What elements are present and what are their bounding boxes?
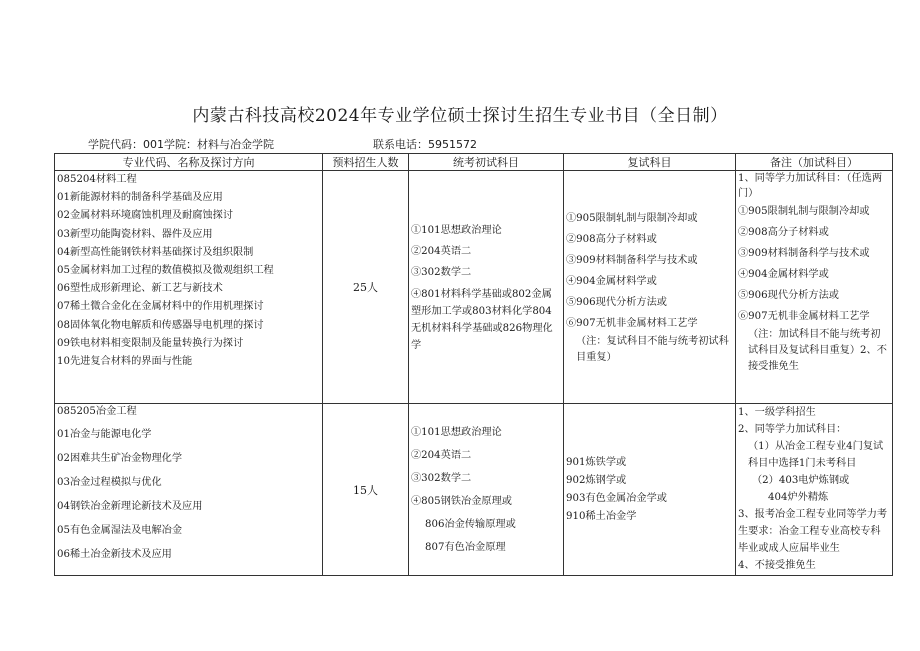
retest-line: （注：复试科目不能与统考初试科目重复）	[576, 336, 729, 363]
table-row	[55, 404, 893, 576]
direction-line: 05金属材料加工过程的数值模拟及微观组织工程	[57, 265, 274, 277]
retest-line: 910稀土冶金学	[566, 510, 637, 522]
exam-line: 806冶金传输原理或	[425, 518, 516, 530]
header-direction: 专业代码、名称及探讨方向	[55, 154, 323, 171]
retest-line: 902炼钢学或	[566, 474, 627, 486]
exam-line: ③302数学二	[411, 267, 472, 278]
note-line: 4、不接受推免生	[738, 560, 816, 571]
note-line: ③909材料制备科学与技术或	[738, 248, 870, 259]
exam-cell	[409, 171, 564, 404]
retest-cell	[564, 171, 736, 404]
note-line: ①905限制轧制与限制冷却或	[738, 206, 870, 217]
retest-line: 901炼铁学或	[566, 456, 627, 468]
direction-line: 03新型功能陶瓷材料、器件及应用	[57, 228, 213, 240]
college-code: 学院代码：001学院：材料与冶金学院	[88, 138, 274, 151]
exam-line: ②204英语二	[411, 449, 472, 461]
direction-line: 01冶金与能源电化学	[57, 429, 152, 440]
retest-line: ⑤906现代分析方法或	[566, 297, 667, 308]
note-line: （2）403电炉炼钢或	[752, 475, 850, 486]
note-line: 3、报考冶金工程专业同等学力考生要求：冶金工程专业高校专科毕业或成人应届毕业生	[738, 509, 888, 554]
retest-line: 903有色金属冶金学或	[566, 492, 667, 504]
retest-line: ⑥907无机非金属材料工艺学	[566, 318, 698, 329]
direction-line: 07稀土微合金化在金属材料中的作用机理探讨	[57, 301, 264, 313]
note-line: 2、同等学力加试科目：	[738, 424, 847, 435]
exam-line: ①101思想政治理论	[411, 426, 502, 438]
header-enroll: 预料招生人数	[323, 154, 409, 171]
table-header-row	[55, 154, 893, 171]
note-line: ⑤906现代分析方法或	[738, 290, 839, 301]
header-note: 备注（加试科目）	[736, 154, 893, 171]
table-row	[55, 171, 893, 404]
note-line: ⑥907无机非金属材料工艺学	[738, 311, 870, 322]
exam-line: ①101思想政治理论	[411, 225, 502, 236]
direction-line: 01新能源材料的制备科学基础及应用	[57, 192, 223, 204]
note-cell	[736, 171, 893, 404]
direction-line: 05有色金属湿法及电解冶金	[57, 525, 183, 536]
retest-line: ③909材料制备科学与技术或	[566, 255, 698, 266]
header-exam: 统考初试科目	[409, 154, 564, 171]
enroll-cell: 15人	[323, 404, 409, 576]
direction-line: 085204材料工程	[57, 174, 137, 185]
note-cell	[736, 404, 893, 576]
direction-line: 085205冶金工程	[57, 406, 137, 417]
direction-line: 04钢铁冶金新理论新技术及应用	[57, 501, 203, 512]
direction-line: 06稀土冶金新技术及应用	[57, 549, 172, 560]
retest-line: ④904金属材料学或	[566, 276, 657, 287]
note-line: ④904金属材料学或	[738, 269, 829, 280]
direction-line: 02金属材料环境腐蚀机理及耐腐蚀探讨	[57, 210, 233, 222]
direction-line: 04新型高性能钢铁材料基础探讨及组织限制	[57, 246, 254, 258]
note-line: 1、同等学力加试科目：（任选两门）	[738, 173, 883, 199]
direction-line: 09铁电材料相变限制及能量转换行为探讨	[57, 337, 244, 349]
retest-line: ②908高分子材料或	[566, 234, 657, 245]
contact-phone: 联系电话：5951572	[373, 138, 477, 151]
direction-line: 06塑性成形新理论、新工艺与新技术	[57, 283, 223, 295]
exam-cell	[409, 404, 564, 576]
exam-line: ④805钢铁冶金原理或	[411, 495, 512, 507]
direction-line: 08固体氧化物电解质和传感器导电机理的探讨	[57, 319, 264, 331]
direction-line: 10先进复合材料的界面与性能	[57, 356, 193, 368]
retest-cell	[564, 404, 736, 576]
exam-line: ③302数学二	[411, 472, 472, 484]
note-line: 1、一级学科招生	[738, 407, 816, 418]
note-line: 404炉外精炼	[768, 492, 829, 503]
direction-cell	[55, 404, 323, 576]
admissions-table	[54, 153, 893, 576]
header-retest: 复试科目	[564, 154, 736, 171]
retest-line: ①905限制轧制与限制冷却或	[566, 213, 698, 224]
exam-line: ④801材料科学基础或802金属塑形加工学或803材料化学804无机材料科学基础或826物理化学	[411, 289, 553, 351]
exam-line: 807有色冶金原理	[425, 541, 506, 553]
direction-line: 03冶金过程模拟与优化	[57, 477, 162, 488]
direction-cell	[55, 171, 323, 404]
note-line: ②908高分子材料或	[738, 227, 829, 238]
direction-line: 02困难共生矿冶金物理化学	[57, 453, 183, 464]
document-title: 内蒙古科技高校2024年专业学位硕士探讨生招生专业书目（全日制）	[192, 106, 728, 126]
enroll-cell: 25人	[323, 171, 409, 404]
note-line: （1）从冶金工程专业4门复试科目中选择1门未考科目	[748, 441, 884, 469]
note-line: （注：加试科目不能与统考初试科目及复试科目重复）2、不接受推免生	[748, 329, 887, 372]
exam-line: ②204英语二	[411, 246, 472, 257]
